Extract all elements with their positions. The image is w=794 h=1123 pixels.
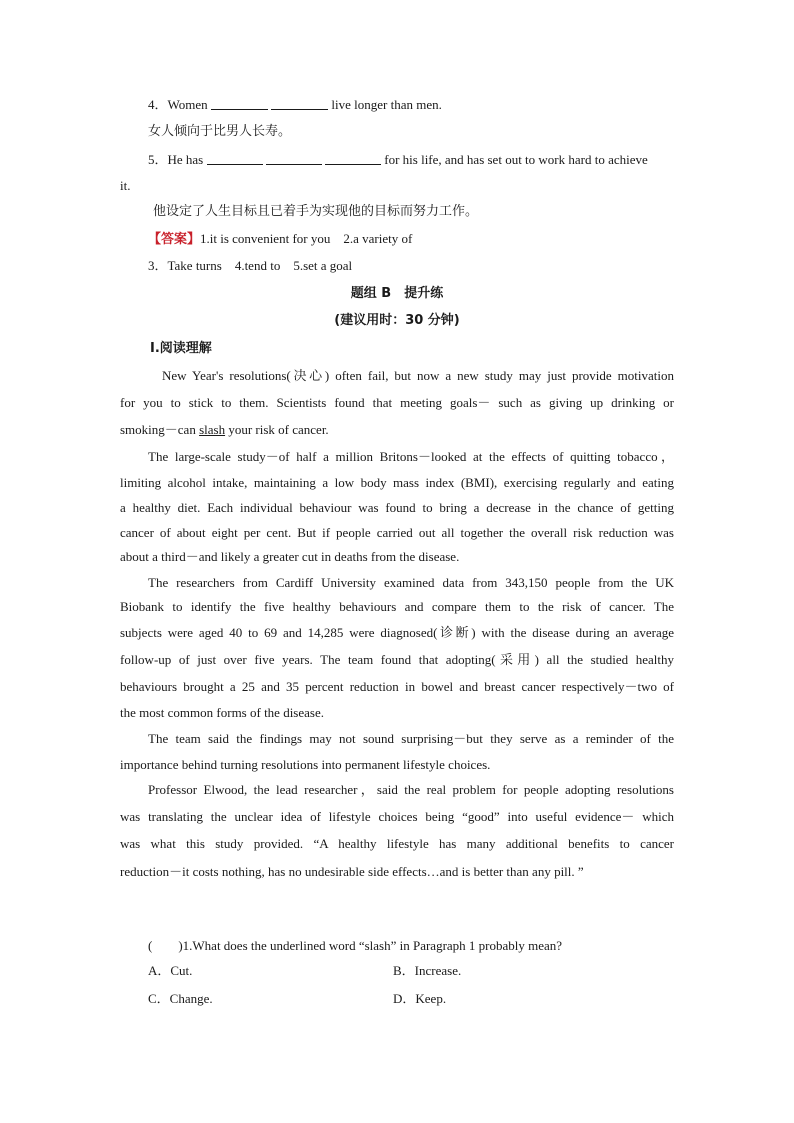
passage-line: reduction－it costs nothing, has no undesirable side effects…and is better than any pill. ” (120, 864, 584, 879)
section-time: (建议用时：30 分钟) (334, 313, 460, 328)
option-d[interactable]: D．Keep. (393, 991, 447, 1006)
q4-prefix: 4．Women (148, 97, 208, 112)
blank (325, 152, 381, 165)
part-heading: Ⅰ.阅读理解 (150, 341, 212, 356)
passage-line: cancer of about eight per cent. But if people carried out all together the overall risk reduction was (120, 525, 674, 540)
answer-line-2: 3．Take turns 4.tend to 5.set a goal (148, 258, 353, 273)
passage-line: New Year's resolutions(决心) often fail, but now a new study may just provide motivation (162, 368, 674, 383)
blank (211, 97, 268, 110)
passage-line: was what this study provided. “A healthy lifestyle has many additional benefits to cancer (120, 836, 674, 851)
answer-line-1 (148, 230, 702, 249)
passage-line: a healthy diet. Each individual behaviour was found to bring a decrease in the chance of getting (120, 500, 674, 515)
passage-line: The large-scale study－of half a million Britons－looked at the effects of quitting tobacco， (148, 449, 674, 464)
passage-line: for you to stick to them. Scientists found that meeting goals－ such as giving up drinking or (120, 395, 674, 410)
answer-text-1: 1.it is convenient for you 2.a variety of (200, 231, 413, 246)
passage-line: behaviours brought a 25 and 35 percent reduction in bowel and breast cancer respectively－two of (120, 679, 674, 694)
passage-line: Professor Elwood, the lead researcher，said the real problem for people adopting resolutions (148, 782, 674, 797)
question-stem: ( )1.What does the underlined word “slash” in Paragraph 1 probably mean? (148, 938, 563, 953)
q5-line (148, 151, 674, 169)
q5-continuation: it. (120, 178, 131, 193)
blank (266, 152, 322, 165)
passage-line: The researchers from Cardiff University examined data from 343,150 people from the UK (148, 575, 674, 590)
q5-prefix: 5．He has (148, 152, 204, 167)
section-title: 题组 B 提升练 (350, 286, 444, 301)
q4-line (148, 96, 702, 114)
option-b[interactable]: B．Increase. (393, 963, 462, 978)
answer-tag: 【答案】 (148, 232, 201, 247)
q5-suffix: for his life, and has set out to work hard to achieve (384, 152, 648, 167)
passage-line: was translating the unclear idea of lifestyle choices being “good” into useful evidence－ which (120, 809, 674, 824)
passage-line: subjects were aged 40 to 69 and 14,285 were diagnosed(诊断) with the disease during an average (120, 625, 674, 640)
q4-chinese: 女人倾向于比男人长寿。 (148, 124, 292, 139)
underlined-word: slash (199, 422, 226, 437)
passage-line: Biobank to identify the five healthy behaviours and compare them to the risk of cancer. The (120, 599, 674, 614)
q5-chinese: 他设定了人生目标且已着手为实现他的目标而努力工作。 (153, 204, 479, 219)
option-c[interactable]: C．Change. (148, 991, 213, 1006)
passage-line: The team said the findings may not sound surprising－but they serve as a reminder of the (148, 731, 674, 746)
blank (271, 97, 328, 110)
passage-text: smoking－can (120, 422, 200, 437)
blank (207, 152, 263, 165)
passage-line: follow-up of just over five years. The team found that adopting(采用) all the studied healthy (120, 652, 674, 667)
passage-line: about a third－and likely a greater cut in deaths from the disease. (120, 549, 460, 564)
passage-line: importance behind turning resolutions into permanent lifestyle choices. (120, 757, 491, 772)
passage-line: limiting alcohol intake, maintaining a low body mass index (BMI), exercising regularly and eating (120, 475, 674, 490)
passage-line (120, 421, 674, 439)
q4-suffix: live longer than men. (331, 97, 442, 112)
option-a[interactable]: A．Cut. (148, 963, 193, 978)
passage-text: your risk of cancer. (225, 422, 329, 437)
passage-line: the most common forms of the disease. (120, 705, 324, 720)
